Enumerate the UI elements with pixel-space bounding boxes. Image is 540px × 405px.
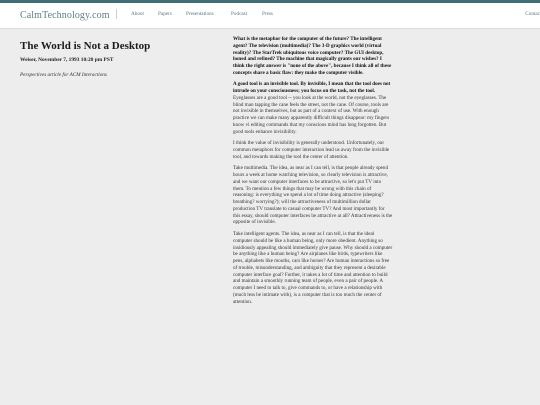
nav-link-contact[interactable]: Contac: [525, 11, 540, 17]
paragraph-intelligent-agents: Take intelligent agents. The idea, as near as I can tell, is that the ideal computer should be like a human being, only more obedient. Anything so insidiously appealing should immediately give pause. Why should a computer be anything like a human being? Are airplanes like birds, typewriters like pens, alphabets like mouths, cars like horses? Are human interactions so free of trouble, misunderstanding, and ambiguity that they represent a desirable computer interface goal? Further, it takes a lot of time and attention to build and maintain a smoothly running team of people, even a pair of people. A computer I need to talk to, give commands to, or have a relationship with (much less be intimate with), is a computer that is too much the center of attention.: [233, 231, 393, 305]
article-byline: Weiser, November 7, 1993 10:20 pm PST: [20, 57, 114, 63]
paragraph-invisibility-value: I think the value of invisibility is generally understood. Unfortunately, our common metaphors for computer interaction lead us away from the invisible tool, and towards making the tool the center of attention.: [233, 140, 390, 160]
article-subtitle: Perspectives article for ACM Interactions: [20, 72, 107, 78]
main-nav: [0, 11, 540, 23]
article-body: [233, 36, 393, 310]
site-brand-label: CalmTechnology.com: [20, 10, 110, 21]
nav-link-press[interactable]: Press: [262, 11, 273, 17]
top-accent-stripe: [0, 0, 540, 3]
nav-link-papers[interactable]: Papers: [158, 11, 172, 17]
page-title: The World is Not a Desktop: [20, 40, 151, 52]
top-navigation-bar: [0, 0, 540, 29]
paragraph-invisible-tool: [233, 81, 393, 135]
nav-link-presentations[interactable]: Presentations: [186, 11, 214, 17]
article-header: [20, 40, 215, 78]
paragraph-intro: What is the metaphor for the computer of the future? The intelligent agent? The television (multimedia)? The 3-D graphics world (virtual reality)? The StarTrek ubiquitous voice computer? The GUI desktop, honed and refined? The machine that magically grants our wishes? I think the right answer is "none of the above", because I think all of these concepts share a basic flaw: they make the computer visible.: [233, 36, 392, 76]
nav-link-about[interactable]: About: [131, 11, 144, 17]
nav-link-podcast[interactable]: Podcast: [231, 11, 248, 17]
paragraph-invisible-tool-bold: A good tool is an invisible tool. By invisible, I mean that the tool does not intrude on your consciousness; you focus on the task, not the tool.: [233, 81, 391, 95]
paragraph-invisible-tool-text: Eyeglasses are a good tool -- you look at the world, not the eyeglasses. The blind man tapping the cane feels the street, not the cane. Of course, tools are not invisible in themselves, but as part of a context of use. With enough practice we can make many apparently difficult things disappear: my fingers know vi editing commands that my conscious mind has long forgotten. But good tools enhance invisibility.: [233, 94, 390, 135]
paragraph-multimedia: Take multimedia. The idea, as near as I can tell, is that people already spend hours a week at home watching television, so clearly television is attractive, and we want our computer interfaces to be attractive, so let's put TV into them. To mention a few things that may be wrong with this chain of reasoning: is everything we spend a lot of time doing attractive (sleeping? breathing? worrying?); will the attractiveness of multimillion dollar production TV translate to casual computer TV? And most importantly for this essay, should computer interfaces be attractive at all? Attractiveness is the opposite of invisible.: [233, 165, 393, 226]
